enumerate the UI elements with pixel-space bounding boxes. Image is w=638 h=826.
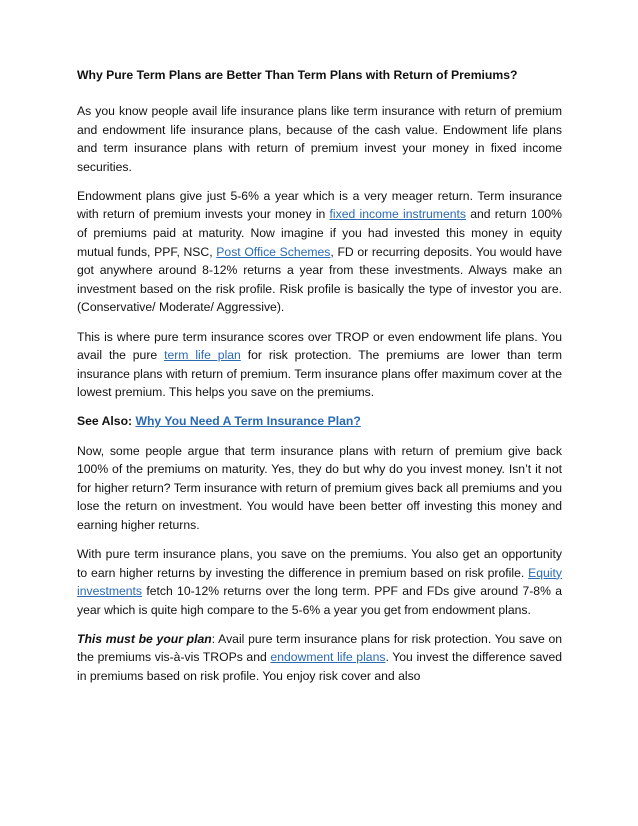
text-segment: and return 100% of premiums paid at maturity. Now imagine if you had invested this money in equity mutual funds, PPF, NSC, (77, 207, 562, 259)
paragraph-argument: Now, some people argue that term insurance plans with return of premium give back 100% of the premiums on maturity. Yes, they do but why do you invest money. Isn’t it not for higher return? Term insurance with return of premium gives back all premiums and you lose the return on investment. You would have been better off investing this money and earning higher returns. (77, 443, 562, 532)
text-segment: : Avail pure term insurance plans for risk protection. You save on the premiums vis-à-vis TROPs and (77, 631, 562, 665)
see-also (77, 412, 562, 431)
plan-lead: This must be your plan (77, 631, 212, 646)
text-segment: . You invest the difference saved in premiums based on risk profile. You enjoy risk cover and also (77, 650, 562, 684)
text-segment: This is where pure term insurance scores over TROP or even endowment life plans. You avail the pure (77, 329, 562, 363)
see-also-label: See Also: (77, 414, 133, 429)
text-segment: With pure term insurance plans, you save on the premiums. You also get an opportunity to earn higher returns by investing the difference in premium based on risk profile. (77, 546, 562, 580)
article-title: Why Pure Term Plans are Better Than Term Plans with Return of Premiums? (77, 68, 518, 82)
link-fixed-income-instruments[interactable]: fixed income instruments (329, 207, 466, 222)
link-post-office-schemes[interactable]: Post Office Schemes (216, 244, 331, 259)
link-endowment-life-plans[interactable]: endowment life plans (270, 650, 386, 665)
link-equity-investments[interactable]: Equity investments (77, 565, 562, 599)
link-term-life-plan[interactable]: term life plan (164, 348, 241, 363)
paragraph-save-premiums (77, 545, 562, 619)
link-why-term-insurance[interactable]: Why You Need A Term Insurance Plan? (135, 414, 361, 429)
paragraph-your-plan (77, 630, 562, 686)
paragraph-endowment-returns (77, 187, 562, 317)
text-segment: for risk protection. The premiums are lower than term insurance plans with return of premium. Term insurance plans offer maximum cover at the lowest premium. This helps you save on the premiums. (77, 348, 562, 400)
text-segment: Endowment plans give just 5-6% a year which is a very meager return. Term insurance with return of premium invests your money in (77, 188, 562, 222)
text-segment: fetch 10-12% returns over the long term. PPF and FDs give around 7-8% a year which is quite high compare to the 5-6% a year you get from endowment plans. (77, 584, 562, 617)
paragraph-pure-term (77, 328, 562, 402)
paragraph-intro: As you know people avail life insurance plans like term insurance with return of premium and endowment life insurance plans, because of the cash value. Endowment life plans and term insurance plans with return of premium invest your money in fixed income securities. (77, 104, 562, 174)
text-segment: , FD or recurring deposits. You would have got anywhere around 8-12% returns a year from these investments. Always make an investment based on the risk profile. Risk profile is basically the type of investor you are. (Conservative/ Moderate/ Aggressive). (77, 244, 562, 315)
